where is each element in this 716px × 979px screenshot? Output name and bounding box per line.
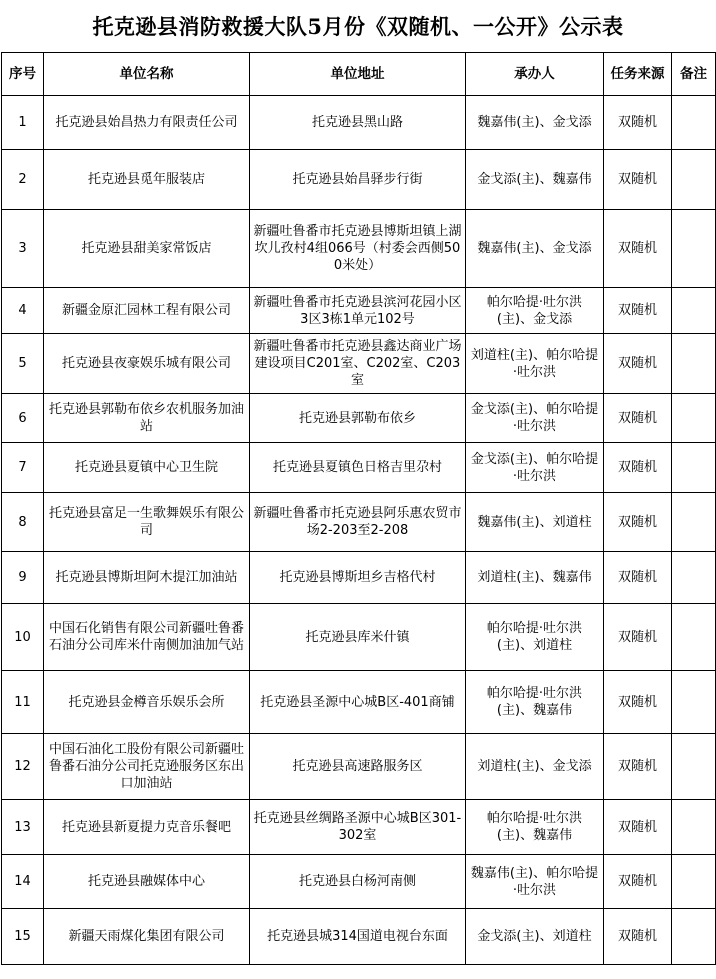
cell-owner: 金戈添(主)、帕尔哈提·吐尔洪 — [466, 394, 604, 443]
header-unit-address: 单位地址 — [250, 53, 466, 96]
cell-seq: 3 — [2, 210, 44, 288]
cell-note — [672, 552, 716, 604]
header-unit-name: 单位名称 — [44, 53, 250, 96]
table-row — [2, 210, 716, 288]
cell-note — [672, 150, 716, 210]
cell-seq: 14 — [2, 855, 44, 909]
table-row — [2, 493, 716, 552]
cell-owner: 刘道柱(主)、帕尔哈提·吐尔洪 — [466, 334, 604, 394]
inspection-table — [1, 52, 716, 965]
cell-unit-name: 托克逊县甜美家常饭店 — [44, 210, 250, 288]
header-note: 备注 — [672, 53, 716, 96]
cell-address: 新疆吐鲁番市托克逊县鑫达商业广场建设项目C201室、C202室、C203室 — [250, 334, 466, 394]
cell-owner: 帕尔哈提·吐尔洪(主)、魏嘉伟 — [466, 671, 604, 734]
header-row — [2, 53, 716, 96]
header-task-source: 任务来源 — [604, 53, 672, 96]
cell-address: 新疆吐鲁番市托克逊县博斯坦镇上湖坎儿孜村4组066号（村委会西侧500米处） — [250, 210, 466, 288]
cell-note — [672, 288, 716, 334]
cell-address: 托克逊县郭勒布依乡 — [250, 394, 466, 443]
cell-owner: 刘道柱(主)、魏嘉伟 — [466, 552, 604, 604]
cell-note — [672, 96, 716, 150]
cell-seq: 4 — [2, 288, 44, 334]
cell-unit-name: 托克逊县博斯坦阿木提江加油站 — [44, 552, 250, 604]
cell-source: 双随机 — [604, 855, 672, 909]
cell-source: 双随机 — [604, 800, 672, 855]
cell-seq: 11 — [2, 671, 44, 734]
cell-unit-name: 托克逊县新夏提力克音乐餐吧 — [44, 800, 250, 855]
cell-note — [672, 334, 716, 394]
cell-owner: 刘道柱(主)、金戈添 — [466, 734, 604, 800]
table-row — [2, 671, 716, 734]
cell-unit-name: 新疆金原汇园林工程有限公司 — [44, 288, 250, 334]
table-row — [2, 394, 716, 443]
cell-unit-name: 托克逊县富足一生歌舞娱乐有限公司 — [44, 493, 250, 552]
cell-seq: 8 — [2, 493, 44, 552]
cell-owner: 魏嘉伟(主)、金戈添 — [466, 96, 604, 150]
cell-owner: 金戈添(主)、刘道柱 — [466, 909, 604, 965]
cell-source: 双随机 — [604, 493, 672, 552]
cell-unit-name: 中国石油化工股份有限公司新疆吐鲁番石油分公司托克逊服务区东出口加油站 — [44, 734, 250, 800]
table-row — [2, 800, 716, 855]
cell-note — [672, 734, 716, 800]
cell-note — [672, 909, 716, 965]
cell-address: 托克逊县夏镇色日格吉里尕村 — [250, 443, 466, 493]
cell-note — [672, 443, 716, 493]
header-seq: 序号 — [2, 53, 44, 96]
cell-note — [672, 210, 716, 288]
cell-unit-name: 托克逊县融媒体中心 — [44, 855, 250, 909]
cell-source: 双随机 — [604, 150, 672, 210]
cell-source: 双随机 — [604, 210, 672, 288]
cell-owner: 帕尔哈提·吐尔洪(主)、魏嘉伟 — [466, 800, 604, 855]
cell-source: 双随机 — [604, 334, 672, 394]
cell-address: 托克逊县始昌驿步行街 — [250, 150, 466, 210]
table-row — [2, 552, 716, 604]
cell-unit-name: 托克逊县郭勒布依乡农机服务加油站 — [44, 394, 250, 443]
cell-source: 双随机 — [604, 671, 672, 734]
cell-unit-name: 托克逊县夏镇中心卫生院 — [44, 443, 250, 493]
cell-owner: 魏嘉伟(主)、金戈添 — [466, 210, 604, 288]
cell-seq: 2 — [2, 150, 44, 210]
cell-owner: 魏嘉伟(主)、帕尔哈提·吐尔洪 — [466, 855, 604, 909]
cell-seq: 9 — [2, 552, 44, 604]
cell-note — [672, 800, 716, 855]
cell-source: 双随机 — [604, 734, 672, 800]
cell-unit-name: 托克逊县夜豪娱乐城有限公司 — [44, 334, 250, 394]
cell-source: 双随机 — [604, 288, 672, 334]
cell-owner: 魏嘉伟(主)、刘道柱 — [466, 493, 604, 552]
table-row — [2, 288, 716, 334]
cell-address: 托克逊县圣源中心城B区-401商铺 — [250, 671, 466, 734]
cell-note — [672, 394, 716, 443]
cell-seq: 6 — [2, 394, 44, 443]
cell-address: 新疆吐鲁番市托克逊县阿乐惠农贸市场2-203至2-208 — [250, 493, 466, 552]
cell-seq: 13 — [2, 800, 44, 855]
document-title: 托克逊县消防救援大队5月份《双随机、一公开》公示表 — [92, 14, 624, 39]
cell-source: 双随机 — [604, 909, 672, 965]
cell-source: 双随机 — [604, 443, 672, 493]
cell-note — [672, 604, 716, 671]
table-row — [2, 96, 716, 150]
cell-seq: 7 — [2, 443, 44, 493]
table-row — [2, 150, 716, 210]
cell-address: 托克逊县丝绸路圣源中心城B区301-302室 — [250, 800, 466, 855]
cell-unit-name: 中国石化销售有限公司新疆吐鲁番石油分公司库米什南侧加油加气站 — [44, 604, 250, 671]
cell-note — [672, 855, 716, 909]
cell-source: 双随机 — [604, 552, 672, 604]
cell-seq: 5 — [2, 334, 44, 394]
cell-unit-name: 托克逊县始昌热力有限责任公司 — [44, 96, 250, 150]
header-owner: 承办人 — [466, 53, 604, 96]
cell-address: 托克逊县博斯坦乡吉格代村 — [250, 552, 466, 604]
table-row — [2, 443, 716, 493]
cell-owner: 金戈添(主)、帕尔哈提·吐尔洪 — [466, 443, 604, 493]
cell-address: 新疆吐鲁番市托克逊县滨河花园小区3区3栋1单元102号 — [250, 288, 466, 334]
cell-owner: 帕尔哈提·吐尔洪(主)、刘道柱 — [466, 604, 604, 671]
cell-address: 托克逊县库米什镇 — [250, 604, 466, 671]
cell-address: 托克逊县高速路服务区 — [250, 734, 466, 800]
cell-unit-name: 托克逊县金樽音乐娱乐会所 — [44, 671, 250, 734]
cell-unit-name: 新疆天雨煤化集团有限公司 — [44, 909, 250, 965]
cell-source: 双随机 — [604, 394, 672, 443]
cell-seq: 10 — [2, 604, 44, 671]
cell-seq: 15 — [2, 909, 44, 965]
cell-owner: 帕尔哈提·吐尔洪(主)、金戈添 — [466, 288, 604, 334]
cell-address: 托克逊县城314国道电视台东面 — [250, 909, 466, 965]
cell-address: 托克逊县黑山路 — [250, 96, 466, 150]
cell-seq: 1 — [2, 96, 44, 150]
cell-source: 双随机 — [604, 604, 672, 671]
table-row — [2, 855, 716, 909]
table-row — [2, 909, 716, 965]
table-row — [2, 734, 716, 800]
cell-owner: 金戈添(主)、魏嘉伟 — [466, 150, 604, 210]
cell-address: 托克逊县白杨河南侧 — [250, 855, 466, 909]
cell-source: 双随机 — [604, 96, 672, 150]
cell-note — [672, 493, 716, 552]
table-row — [2, 604, 716, 671]
cell-note — [672, 671, 716, 734]
table-row — [2, 334, 716, 394]
cell-unit-name: 托克逊县觅年服装店 — [44, 150, 250, 210]
cell-seq: 12 — [2, 734, 44, 800]
